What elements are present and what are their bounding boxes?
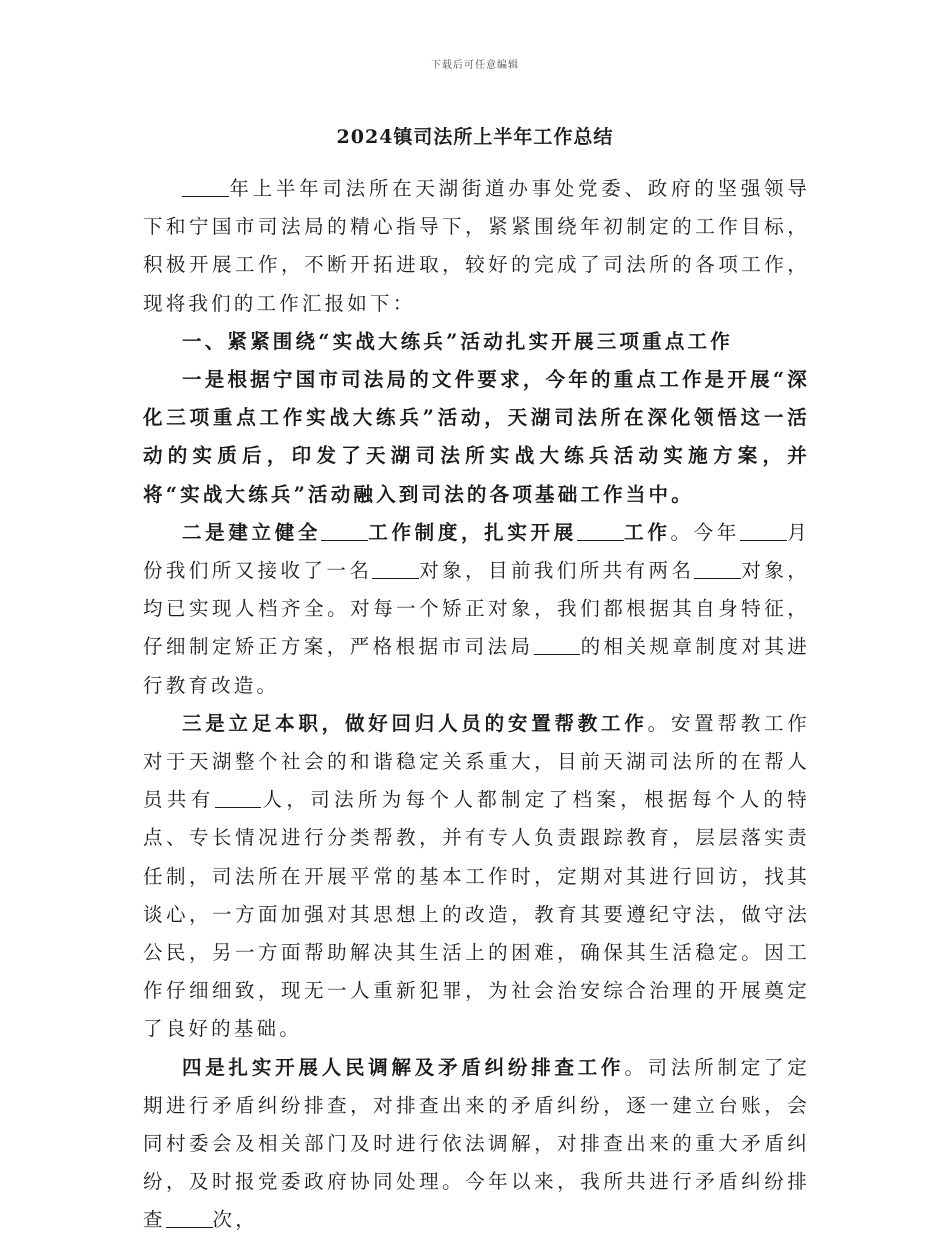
intro-paragraph <box>143 170 810 323</box>
section-1-heading: 一、紧紧围绕“实战大练兵”活动扎实开展三项重点工作 <box>182 329 733 353</box>
blank-underline <box>372 559 419 580</box>
blank-underline <box>740 520 787 541</box>
blank-underline <box>321 520 368 541</box>
item-2-lead: 二是建立健全 工作制度，扎实开展 工作 <box>182 520 671 544</box>
intro-text: 年上半年司法所在天湖街道办事处党委、政府的坚强领导下和宁国市司法局的精心指导下，紧紧围绕年初制定的工作目标，积极开展工作，不断开拓进取，较好的完成了司法所的各项工作，现将我们的工作汇报如下： <box>143 177 810 315</box>
blank-underline <box>166 1208 213 1229</box>
blank-underline <box>577 520 624 541</box>
document-body <box>143 170 810 1240</box>
item-3-paragraph: 三是立足本职，做好回归人员的安置帮教工作。安置帮教工作对于天湖整个社会的和谐稳定关系重大，目前天湖司法所的在帮人员共有 人，司法所为每个人都制定了档案，根据每个人的特点、专长情况进行分类帮教，并有专人负责跟踪教育，层层落实责任制，司法所在开展平常的基本工作时，定期对其进行回访，找其谈心，一方面加强对其思想上的改造，教育其要遵纪守法，做守法公民，另一方面帮助解决其生活上的困难，确保其生活稳定。因工作仔细细致，现无一人重新犯罪，为社会治安综合治理的开展奠定了良好的基础。 <box>143 711 810 1041</box>
document-title: 2024镇司法所上半年工作总结 <box>336 126 614 148</box>
item-2-paragraph: 二是建立健全 工作制度，扎实开展 工作。今年 月份我们所又接收了一名 对象，目前我们所共有两名 对象，均已实现人档齐全。对每一个矫正对象，我们都根据其自身特征，仔细制定矫正方案，严格根据市司法局 的相关规章制度对其进行教育改造。 <box>143 520 811 697</box>
item-3-lead: 三是立足本职，做好回归人员的安置帮教工作 <box>182 711 648 735</box>
blank-underline <box>215 788 262 809</box>
item-1-paragraph: 一是根据宁国市司法局的文件要求，今年的重点工作是开展“深化三项重点工作实战大练兵”活动，天湖司法所在深化领悟这一活动的实质后，印发了天湖司法所实战大练兵活动实施方案，并将“实战大练兵”活动融入到司法的各项基础工作当中。 <box>143 368 810 506</box>
item-4-lead: 四是扎实开展人民调解及矛盾纠纷排查工作 <box>182 1055 625 1079</box>
blank-underline <box>694 559 741 580</box>
item-4-paragraph: 四是扎实开展人民调解及矛盾纠纷排查工作。司法所制定了定期进行矛盾纠纷排查，对排查出来的矛盾纠纷，逐一建立台账，会同村委会及相关部门及时进行依法调解，对排查出来的重大矛盾纠纷，及时报党委政府协同处理。今年以来，我所共进行矛盾纠纷排查 次， <box>143 1055 810 1232</box>
blank-underline <box>534 635 581 656</box>
blank-underline <box>182 177 229 198</box>
page-header-note: 下载后可任意编辑 <box>431 60 519 71</box>
